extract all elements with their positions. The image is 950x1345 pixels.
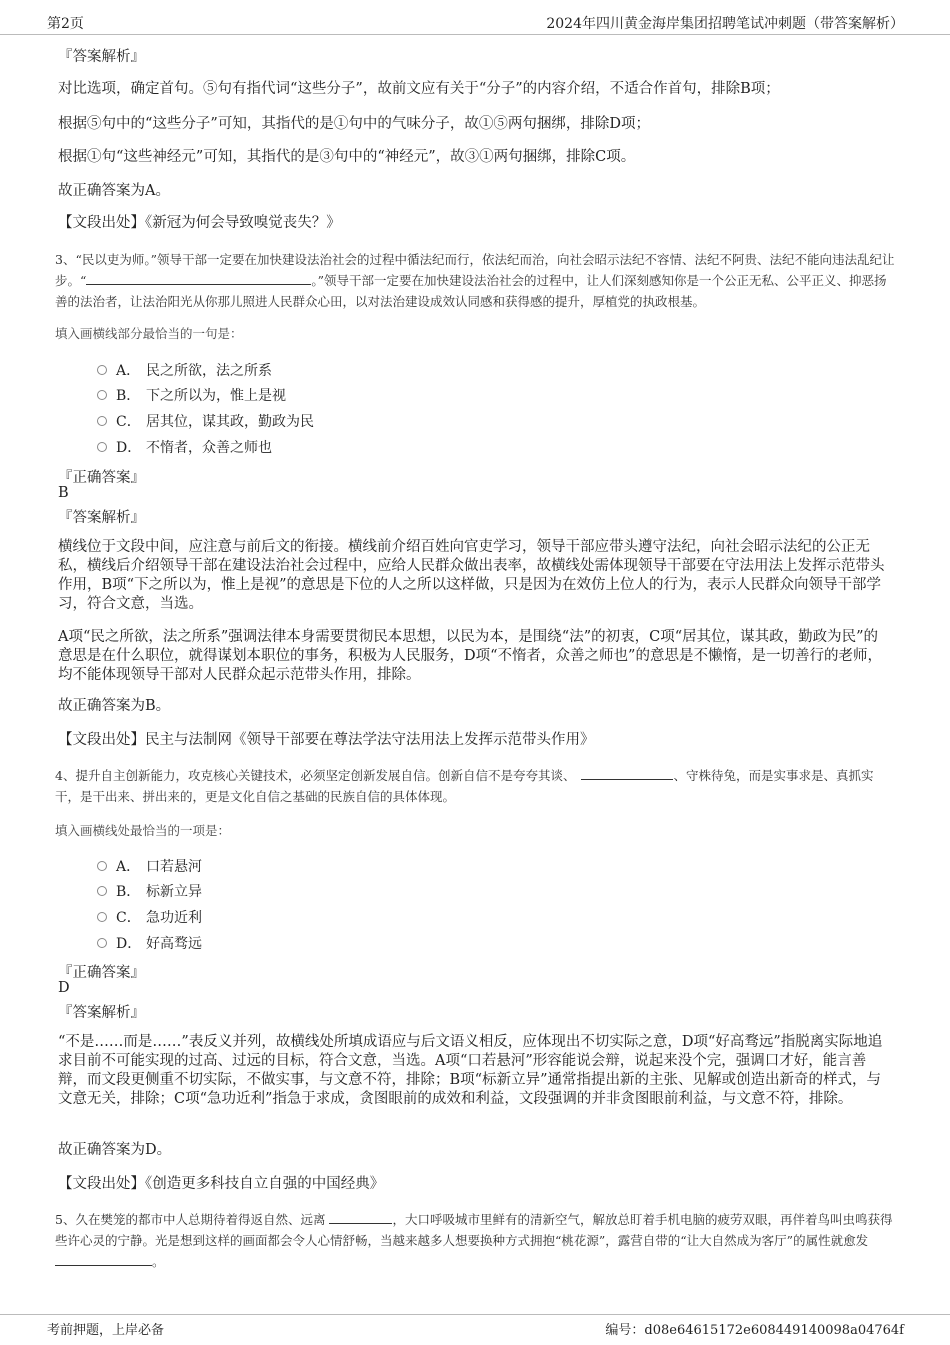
radio-icon[interactable] xyxy=(97,861,107,871)
q4-analysis-p1: “不是……而是……”表反义并列，故横线处所填成语应与后文语义相反，应体现出不切实际之意，D项“好高骛远”指脱离实际地追求目前不可能实现的过高、过远的目标，符合文意，当选。A项“口若悬河”形容能说会辩，说起来没个完，强调口才好，能言善辩，而文段更侧重不切实际，不做实事，与文意不符，排除；B项“标新立异”通常指提出新的主张、见解或创造出新奇的样式，与文意无关，排除；C项“急功近利”指急于求成，贪图眼前的成效和利益，文段强调的并非贪图眼前利益，与文意不符，排除。 xyxy=(58,1034,883,1107)
q4-prompt: 填入画横线处最恰当的一项是： xyxy=(55,823,231,838)
q4-conclusion: 故正确答案为D。 xyxy=(58,1142,172,1158)
q3-analysis-label: 『答案解析』 xyxy=(58,510,145,526)
q3-conclusion: 故正确答案为B。 xyxy=(58,698,171,714)
q5-stem: 5、久在樊笼的都市中人总期待着得返自然、远离 ，大口呼吸城市里鲜有的清新空气，解放总盯着手机电脑的疲劳双眼，再伴着鸟叫虫鸣获得些许心灵的宁静。光是想到这样的画面都会令人心情舒畅，当越来越多人想要换种方式拥抱“桃花源”，露营自带的“让大自然成为客厅”的属性就愈发。 xyxy=(55,1212,893,1269)
document-title: 2024年四川黄金海岸集团招聘笔试冲刺题（带答案解析） xyxy=(546,16,904,32)
q4-source: 【文段出处】《创造更多科技自立自强的中国经典》 xyxy=(58,1176,385,1192)
q4-option-b[interactable]: B． 标新立异 xyxy=(97,881,202,901)
radio-icon[interactable] xyxy=(97,416,107,426)
q3-source: 【文段出处】民主与法制网《领导干部要在尊法学法守法用法上发挥示范带头作用》 xyxy=(58,732,595,748)
q4-option-d[interactable]: D． 好高骛远 xyxy=(97,933,202,953)
q3-correct-label: 『正确答案』 xyxy=(58,470,145,486)
q4-option-a[interactable]: A． 口若悬河 xyxy=(97,856,202,876)
q4-correct-answer: D xyxy=(58,980,70,996)
q4-correct-label: 『正确答案』 xyxy=(58,965,145,981)
radio-icon[interactable] xyxy=(97,886,107,896)
q5-blank-1 xyxy=(329,1211,392,1224)
document-id: 编号：d08e64615172e608449140098a04764f xyxy=(605,1323,904,1338)
page-footer xyxy=(0,1314,950,1338)
q4-stem: 4、提升自主创新能力，攻克核心关键技术，必须坚定创新发展自信。创新自信不是夸夸其谈、 、守株待兔，而是实事求是、真抓实干，是干出来、拼出来的，更是文化自信之基础的民族自信的具体体现。 xyxy=(55,768,874,804)
q2-analysis-p2: 根据⑤句中的“这些分子”可知，其指代的是①句中的气味分子，故①⑤两句捆绑，排除D项； xyxy=(58,116,650,132)
radio-icon[interactable] xyxy=(97,365,107,375)
q5-blank-2 xyxy=(55,1253,152,1266)
q4-blank xyxy=(581,767,673,780)
radio-icon[interactable] xyxy=(97,390,107,400)
q3-option-b[interactable]: B． 下之所以为，惟上是视 xyxy=(97,385,286,405)
q3-analysis-p2: A项“民之所欲，法之所系”强调法律本身需要贯彻民本思想，以民为本，是围绕“法”的初衷，C项“居其位，谋其政，勤政为民”的意思是在什么职位，就得谋划本职位的事务，积极为人民服务，D项“不惰者，众善之师也”的意思是不懒惰，是一切善行的老师，均不能体现领导干部对人民群众起示范带头作用，排除。 xyxy=(58,629,882,683)
q3-blank xyxy=(86,272,311,285)
q2-analysis-p3: 根据①句“这些神经元”可知，其指代的是③句中的“神经元”，故③①两句捆绑，排除C项。 xyxy=(58,149,636,165)
q2-conclusion: 故正确答案为A。 xyxy=(58,183,170,199)
page-header xyxy=(0,0,950,35)
q3-stem: 3、“民以吏为师。”领导干部一定要在加快建设法治社会的过程中循法纪而行，依法纪而治，向社会昭示法纪不容情、法纪不阿贵、法纪不能向违法乱纪让步。“ 。”领导干部一定要在加快建设法治社会的过程中，让人们深刻感知你是一个公正无私、公平正义、抑恶扬善的法治者，让法治阳光从你那儿照进人民群众心田，以对法治建设成效认同感和获得感的提升，厚植党的执政根基。 xyxy=(55,252,895,309)
q3-option-a[interactable]: A． 民之所欲，法之所系 xyxy=(97,360,272,380)
q3-analysis-p1: 横线位于文段中间，应注意与前后文的衔接。横线前介绍百姓向官吏学习，领导干部应带头遵守法纪，向社会昭示法纪的公正无私，横线后介绍领导干部在建设法治社会过程中，应给人民群众做出表率，故横线处需体现领导干部要在守法用法上发挥示范带头作用，B项“下之所以为，惟上是视”的意思是下位的人之所以这样做，只是因为在效仿上位人的行为，表示人民群众向领导干部学习，符合文意，当选。 xyxy=(58,539,885,612)
radio-icon[interactable] xyxy=(97,912,107,922)
q4-analysis-label: 『答案解析』 xyxy=(58,1005,145,1021)
q3-option-d[interactable]: D． 不惰者，众善之师也 xyxy=(97,437,272,457)
q3-prompt: 填入画横线部分最恰当的一句是： xyxy=(55,326,243,341)
radio-icon[interactable] xyxy=(97,442,107,452)
q3-correct-answer: B xyxy=(58,485,69,501)
q3-option-c[interactable]: C． 居其位，谋其政，勤政为民 xyxy=(97,411,314,431)
radio-icon[interactable] xyxy=(97,938,107,948)
q4-option-c[interactable]: C． 急功近利 xyxy=(97,907,202,927)
q2-analysis-p1: 对比选项，确定首句。⑤句有指代词“这些分子”，故前文应有关于“分子”的内容介绍，不适合作首句，排除B项； xyxy=(58,81,780,97)
page-number: 第2页 xyxy=(47,16,84,32)
q2-analysis-label: 『答案解析』 xyxy=(58,49,145,65)
q2-source: 【文段出处】《新冠为何会导致嗅觉丧失？》 xyxy=(58,215,341,231)
footer-slogan: 考前押题，上岸必备 xyxy=(47,1323,165,1338)
